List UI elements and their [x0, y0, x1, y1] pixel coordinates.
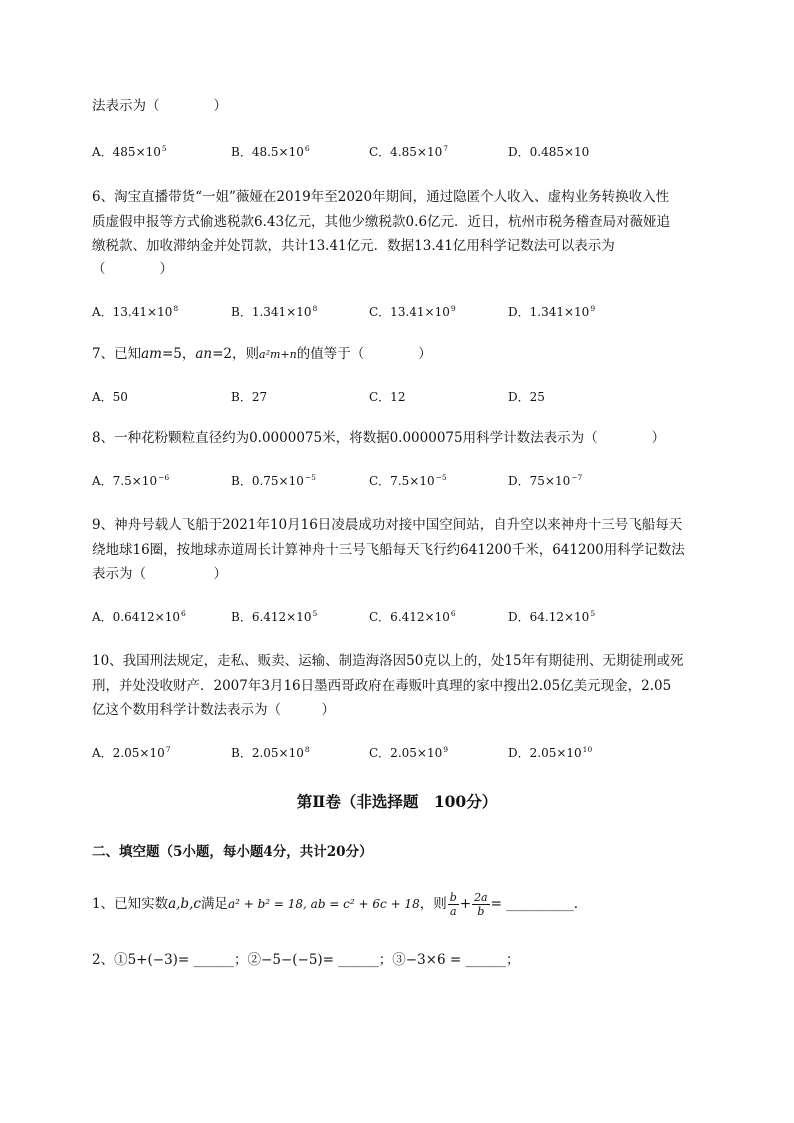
- q6-option-b[interactable]: B．$1.341\times 10^8$: [231, 304, 318, 319]
- q6-option-a[interactable]: A．$13.41\times 10^8$: [92, 304, 179, 319]
- q6-option-c[interactable]: C．$13.41\times 10^9$: [369, 304, 456, 319]
- q7-option-b[interactable]: B．27: [231, 390, 268, 404]
- q5-option-c[interactable]: C．$4.85\times 10^7$: [369, 144, 449, 159]
- q10-option-b[interactable]: B．$2.05\times 10^8$: [231, 745, 310, 760]
- q7-option-d[interactable]: D．25: [508, 390, 545, 404]
- q6-line-1: 6、淘宝直播带货“一姐”薇娅在2019年至2020年期间，通过隐匿个人收入、虚构业务转换收入性: [92, 189, 670, 205]
- q8-option-b[interactable]: B．$0.75\times 10^{-5}$: [231, 473, 316, 488]
- q9-option-d[interactable]: D．$64.12\times 10^5$: [508, 609, 596, 624]
- q5-option-a[interactable]: A．$485\times 10^5$: [92, 144, 167, 159]
- fill-q1-answer-blank[interactable]: = __________.: [490, 896, 579, 912]
- q8-option-c[interactable]: C．$7.5\times 10^{-5}$: [369, 473, 447, 488]
- q9-option-b[interactable]: B．$6.412\times 10^5$: [231, 609, 318, 624]
- q7-options: [92, 387, 712, 407]
- q5-option-b[interactable]: B．$48.5\times 10^6$: [231, 144, 310, 159]
- q5-option-d[interactable]: D．0.485×10: [508, 145, 590, 159]
- q9-option-c[interactable]: C．$6.412\times 10^6$: [369, 609, 456, 624]
- q10-option-c[interactable]: C．$2.05\times 10^9$: [369, 745, 449, 760]
- q5-tail-text: 法表示为（ ）: [92, 98, 227, 114]
- q9-line-3: 表示为（ ）: [92, 566, 227, 582]
- fill-blank-heading: 二、填空题（5小题，每小题4分，共计20分）: [92, 844, 373, 860]
- fill-q2[interactable]: 2、①5+(−3)= ______；②−5−(−5)= ______；③−3×6 = ______；: [92, 952, 520, 968]
- q8-option-d[interactable]: D．$75\times 10^{-7}$: [508, 473, 583, 488]
- q8-question: 8、一种花粉颗粒直径约为0.0000075米，将数据0.0000075用科学计数法表示为（ ）: [92, 430, 666, 446]
- q6-options: [92, 302, 712, 322]
- fraction-b-over-a: $\frac{b}{a}$: [449, 891, 457, 918]
- q6-line-4: （ ）: [92, 261, 173, 277]
- q10-option-a[interactable]: A．$2.05\times 10^7$: [92, 745, 171, 760]
- q10-line-1: 10、我国刑法规定，走私、贩卖、运输、制造海洛因50克以上的，处15年有期徒刑、无期徒刑或死: [92, 653, 684, 669]
- q10-option-d[interactable]: D．$2.05\times 10^{10}$: [508, 745, 593, 760]
- fraction-2a-over-b: $\frac{2a}{b}$: [474, 891, 488, 918]
- q9-line-1: 9、神舟号载人飞船于2021年10月16日凌晨成功对接中国空间站，自升空以来神舟十三号飞船每天: [92, 517, 683, 533]
- section-2-title: 第Ⅱ卷（非选择题 100分）: [296, 792, 498, 811]
- q6-line-3: 缴税款、加收滞纳金并处罚款，共计13.41亿元．数据13.41亿用科学记数法可以表示为: [92, 238, 615, 254]
- q8-option-a[interactable]: A．$7.5\times 10^{-6}$: [92, 473, 170, 488]
- q9-line-2: 绕地球16圈，按地球赤道周长计算神舟十三号飞船每天飞行约641200千米，641200用科学记数法: [92, 542, 685, 558]
- q6-option-d[interactable]: D．$1.341\times 10^9$: [508, 304, 596, 319]
- q6-line-2: 质虚假申报等方式偷逃税款6.43亿元，其他少缴税款0.6亿元．近日，杭州市税务稽查局对薇娅追: [92, 214, 671, 230]
- q9-options: [92, 607, 712, 627]
- q8-options: [92, 471, 712, 491]
- q7-question: 7、已知am=5，an=2，则a²m+n的值等于（ ）: [92, 346, 432, 362]
- q10-line-2: 刑，并处没收财产．2007年3月16日墨西哥政府在毒贩叶真理的家中搜出2.05亿美元现金，2.05: [92, 678, 672, 694]
- q5-options: [92, 142, 712, 162]
- q10-options: [92, 743, 712, 763]
- q9-option-a[interactable]: A．$0.6412\times 10^6$: [92, 609, 186, 624]
- q10-line-3: 亿这个数用科学计数法表示为（ ）: [92, 702, 335, 718]
- q7-option-c[interactable]: C．12: [369, 390, 406, 404]
- fill-q1: 1、已知实数a,b,c满足a² + b² = 18, ab = c² + 6c + 18，则 $\frac{b}{a}$ + $\frac{2a}{b}$ = __________.: [92, 891, 579, 918]
- q7-option-a[interactable]: A．50: [92, 390, 128, 404]
